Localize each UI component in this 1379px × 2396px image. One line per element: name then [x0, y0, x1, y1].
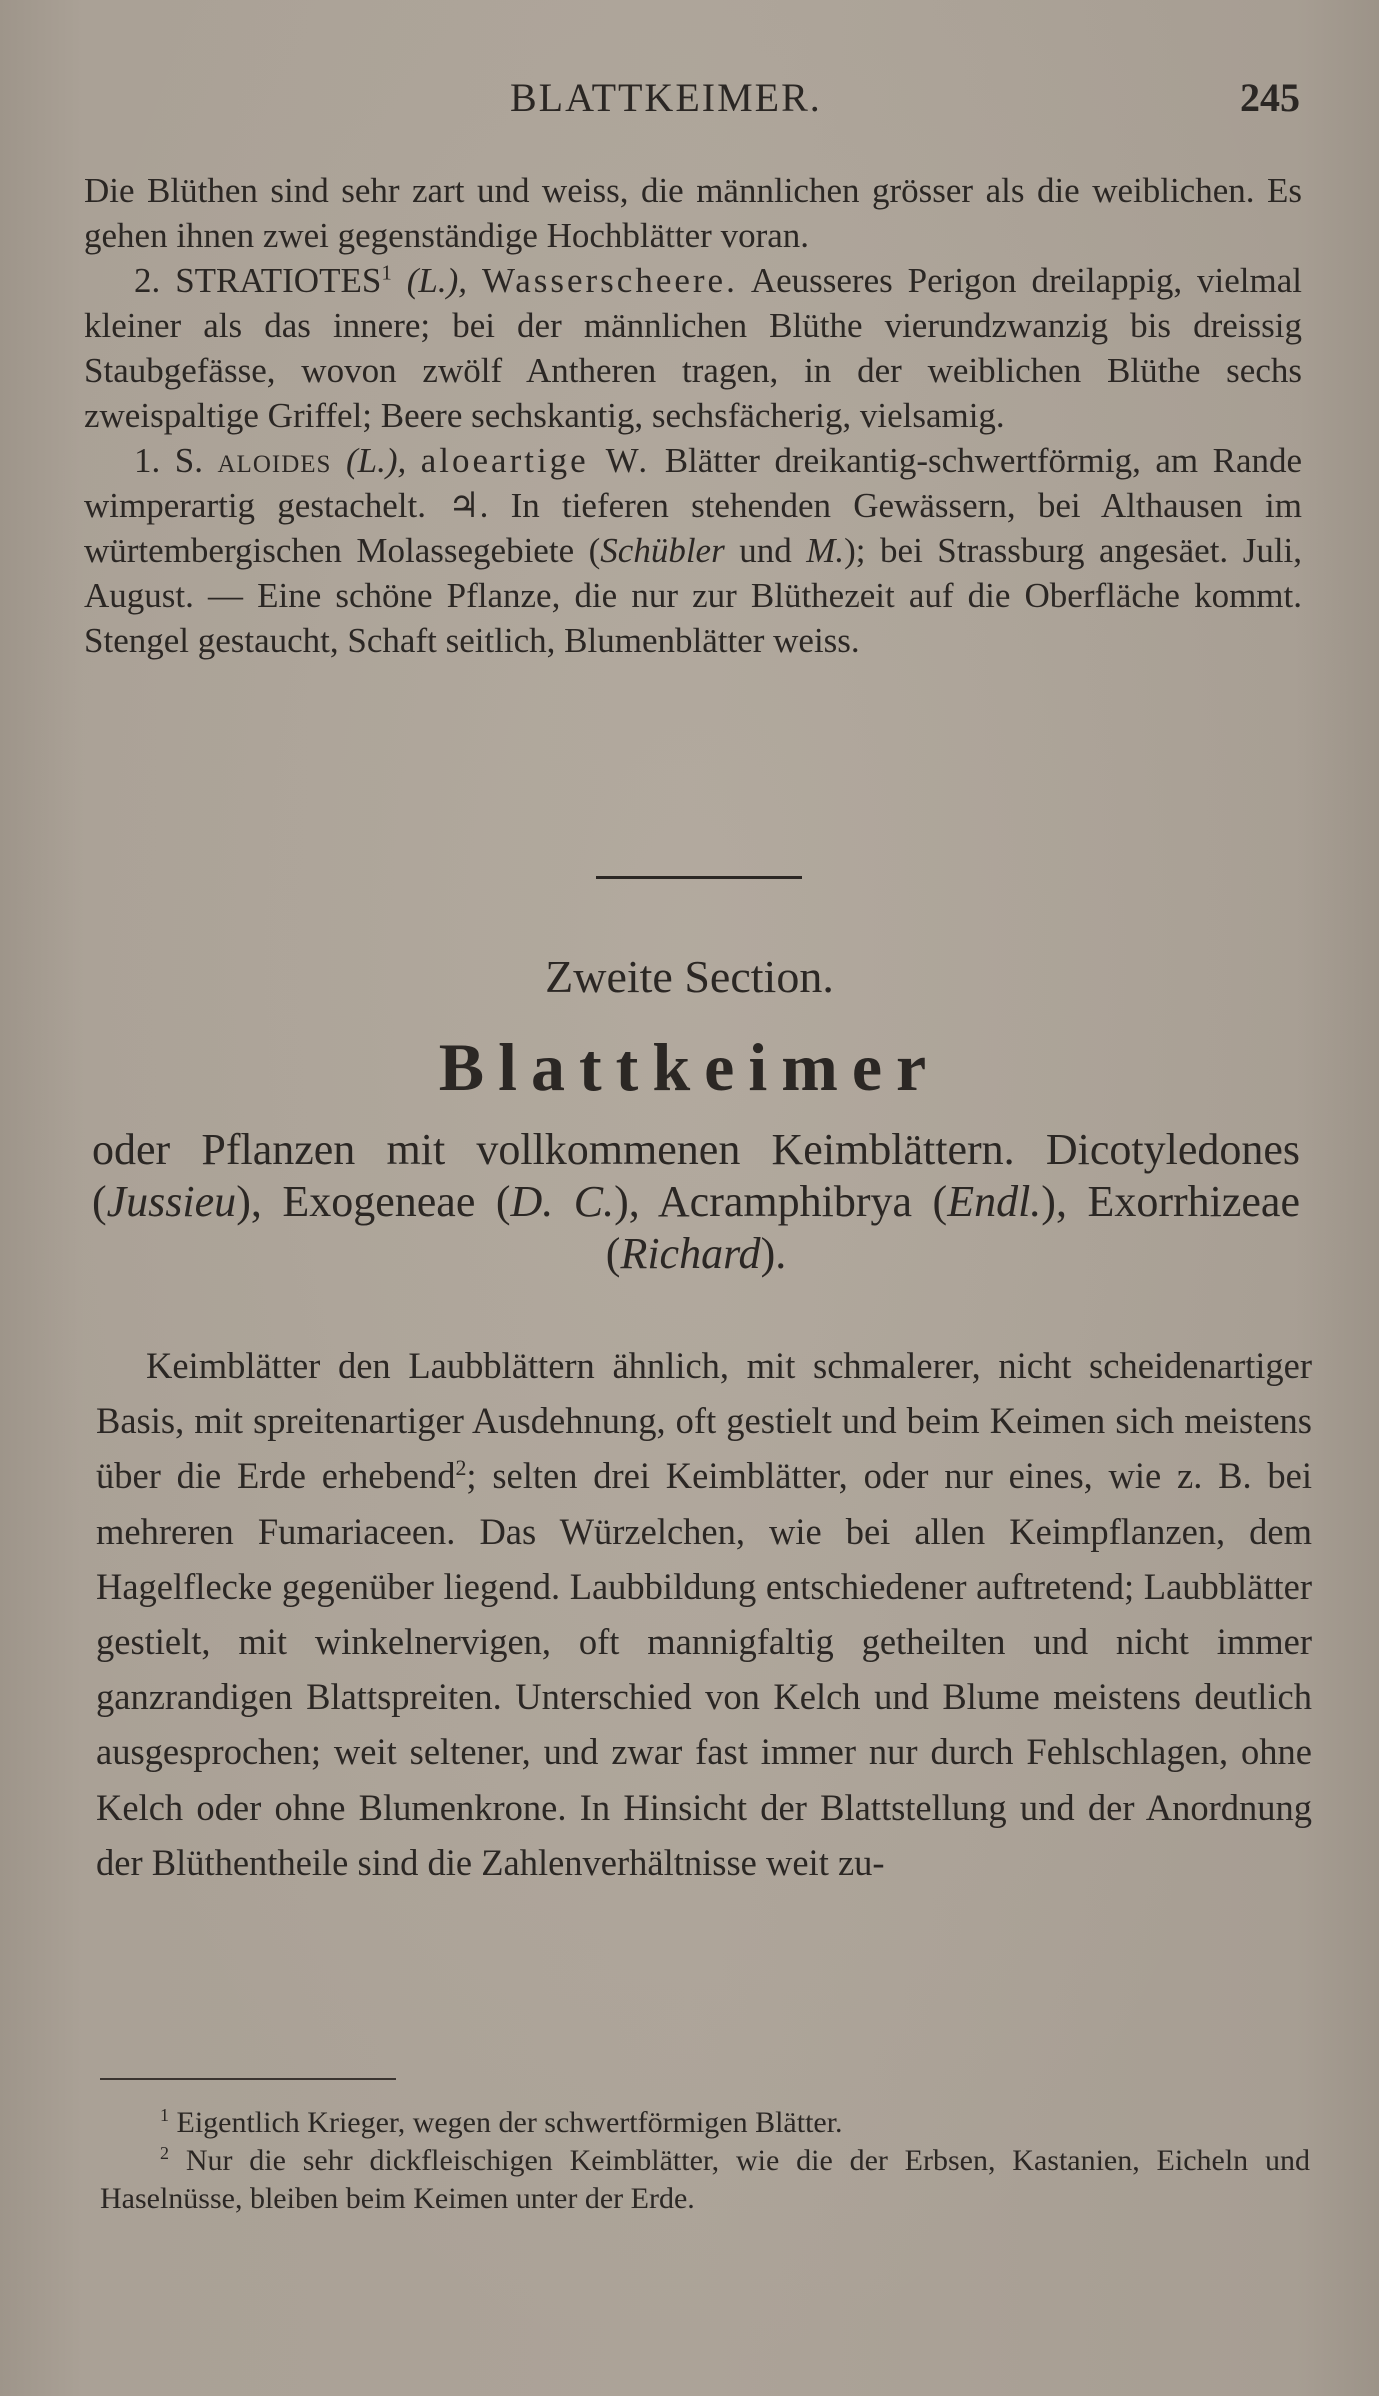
footnotes [100, 2104, 1310, 2218]
subtitle-text-d: ), Exorrhizeae ( [605, 1177, 1300, 1278]
running-title: BLATTKEIMER. [510, 75, 822, 120]
subtitle-author-dc: D. C. [510, 1177, 615, 1226]
footnote-1 [100, 2104, 1310, 2142]
section-label: Zweite Section. [545, 951, 834, 1002]
species-common-name: aloeartige W. [420, 441, 651, 480]
subtitle-text-a: oder Pflanzen mit vollkommenen Keimblättern. Dicotyledones ( [92, 1125, 1300, 1226]
species-ref-schuebler: Schübler [600, 531, 725, 570]
species-text-c: ); bei Strassburg angesäet. Juli, August. — Eine schöne Pflanze, die nur zur Blüthezeit auf die Oberfläche kommt. Stengel gestaucht, Schaft seitlich, Blumenblätter weiss. [84, 531, 1303, 660]
section-subtitle [92, 1124, 1300, 1280]
subtitle-text-b: ), Exogeneae ( [236, 1177, 511, 1226]
page-number: 245 [1240, 75, 1300, 120]
footnote-ref-1: 1 [381, 260, 392, 285]
subtitle-author-jussieu: Jussieu [106, 1177, 237, 1226]
main-body-text [96, 1338, 1312, 1890]
genus-common-name: Wasserscheere. [481, 261, 738, 300]
footnote-1-mark: 1 [160, 2105, 169, 2126]
subtitle-author-endl: Endl. [947, 1177, 1042, 1226]
subtitle-text-e: ). [760, 1229, 787, 1278]
footnote-rule [100, 2078, 396, 2080]
subtitle-text-c: ), Acramphibrya ( [614, 1177, 948, 1226]
genus-name: STRATIOTES [175, 261, 382, 300]
section-title: Blattkeimer [438, 1029, 941, 1105]
species-ref-m: M. [806, 531, 845, 570]
species-name: aloides [217, 441, 332, 480]
species-text-a: Blätter dreikantig-schwertförmig, am Rande wimperartig gestachelt. ♃. In tieferen stehenden Gewässern, bei Althausen im würtembergischen Molassegebiete ( [84, 441, 1303, 570]
footnote-2-text: Nur die sehr dickfleischigen Keimblätter, wie die der Erbsen, Kastanien, Eicheln und Haselnüsse, bleiben beim Keimen unter der Erde. [100, 2144, 1310, 2215]
subtitle-author-richard: Richard [620, 1229, 761, 1278]
species-text-b: und [724, 531, 807, 570]
genus-description: Aeusseres Perigon dreilappig, vielmal kleiner als das innere; bei der männlichen Blüthe vierundzwanzig bis dreissig Staubgefässe, wovon zwölf Antheren tragen, in der weiblichen Blüthe sechs zweispaltige Griffel; Beere sechskantig, sechsfächerig, vielsamig. [84, 261, 1303, 435]
paragraph-text: Die Blüthen sind sehr zart und weiss, die männlichen grösser als die weiblichen. Es gehen ihnen zwei gegenständige Hochblätter voran. [84, 171, 1302, 255]
footnote-2-mark: 2 [160, 2143, 169, 2164]
genus-author: (L.), [406, 261, 468, 300]
body-text-b: ; selten drei Keimblätter, oder nur eines, wie z. B. bei mehreren Fumariaceen. Das Würzelchen, wie bei allen Keimpflanzen, dem Hagelflecke gegenüber liegend. Laubbildung entschiedener auftretend; Laubblätter gestielt, mit winkelnervigen, oft mannigfaltig getheilten und nicht immer ganzrandigen Blattspreiten. Unterschied von Kelch und Blume meistens deutlich ausgesprochen; weit seltener, und zwar fast immer nur durch Fehlschlagen, ohne Kelch oder ohne Blumenkrone. In Hinsicht der Blattstellung und der Anordnung der Blüthentheile sind die Zahlenverhältnisse weit zu- [96, 1455, 1312, 1883]
paragraph-characteristics [96, 1338, 1312, 1890]
footnote-ref-2: 2 [455, 1455, 467, 1481]
paragraph-genus-stratiotes [84, 258, 1302, 438]
top-text-block [84, 168, 1302, 663]
footnote-1-text: Eigentlich Krieger, wegen der schwertförmigen Blätter. [176, 2106, 843, 2139]
species-author: (L.), [345, 441, 407, 480]
running-header [100, 74, 1300, 124]
species-number: 1. S. [134, 441, 203, 480]
footnote-2 [100, 2142, 1310, 2218]
paragraph-flower-description [84, 168, 1302, 258]
paragraph-species-aloides [84, 438, 1302, 663]
body-text-a: Keimblätter den Laubblättern ähnlich, mit schmalerer, nicht scheidenartiger Basis, mit spreitenartiger Ausdehnung, oft gestielt und beim Keimen sich meistens über die Erde erhebend [96, 1345, 1312, 1497]
section-divider [596, 876, 802, 879]
genus-number: 2. [134, 261, 161, 300]
